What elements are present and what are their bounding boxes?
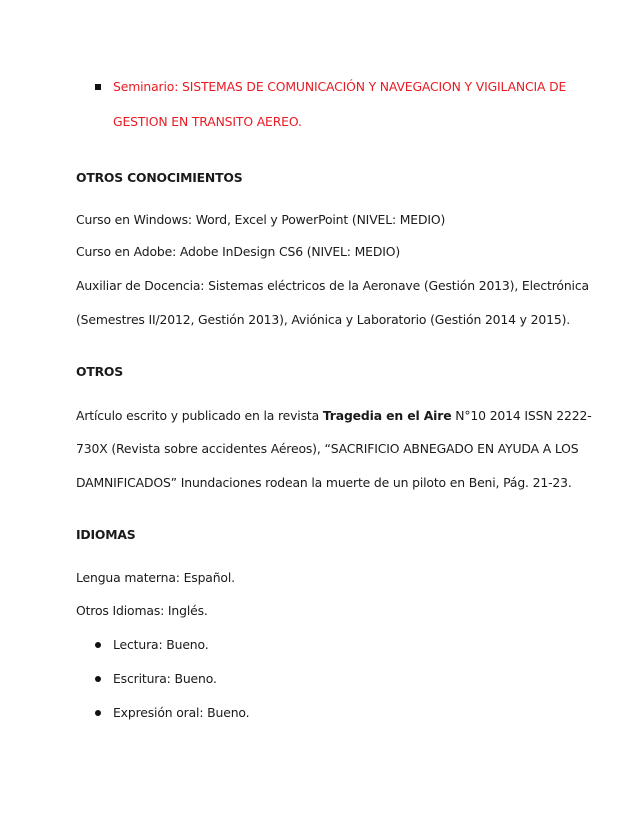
- square-bullet-icon: [95, 84, 101, 90]
- article-text-before: Artículo escrito y publicado en la revista: [76, 408, 323, 423]
- article-line-3: DAMNIFICADOS” Inundaciones rodean la muerte de un piloto en Beni, Pág. 21-23.: [76, 475, 572, 490]
- article-line-1: [76, 408, 592, 424]
- knowledge-line-teaching-2: (Semestres II/2012, Gestión 2013), Aviónica y Laboratorio (Gestión 2014 y 2015).: [76, 312, 571, 327]
- seminar-line-1: Seminario: SISTEMAS DE COMUNICACIÓN Y NAVEGACION Y VIGILANCIA DE: [113, 79, 567, 94]
- magazine-title: Tragedia en el Aire: [322, 408, 452, 423]
- knowledge-line-teaching-1: Auxiliar de Docencia: Sistemas eléctricos de la Aeronave (Gestión 2013), Electrónica: [76, 278, 589, 293]
- section-heading-otros-conocimientos: OTROS CONOCIMIENTOS: [76, 170, 243, 185]
- section-heading-idiomas: IDIOMAS: [76, 527, 136, 542]
- other-languages: Otros Idiomas: Inglés.: [76, 603, 208, 618]
- knowledge-line-adobe: Curso en Adobe: Adobe InDesign CS6 (NIVEL: MEDIO): [76, 244, 401, 259]
- seminar-line-2: GESTION EN TRANSITO AEREO.: [113, 114, 302, 129]
- skill-reading: Lectura: Bueno.: [113, 637, 209, 652]
- native-language: Lengua materna: Español.: [76, 570, 235, 585]
- article-text-after: N°10 2014 ISSN 2222-: [451, 408, 592, 423]
- section-heading-otros: OTROS: [76, 364, 123, 379]
- knowledge-line-windows: Curso en Windows: Word, Excel y PowerPoint (NIVEL: MEDIO): [76, 212, 446, 227]
- skill-writing: Escritura: Bueno.: [113, 671, 217, 686]
- round-bullet-icon: [95, 710, 101, 716]
- article-line-2: 730X (Revista sobre accidentes Aéreos), “SACRIFICIO ABNEGADO EN AYUDA A LOS: [76, 441, 579, 456]
- round-bullet-icon: [95, 642, 101, 648]
- round-bullet-icon: [95, 676, 101, 682]
- skill-speaking: Expresión oral: Bueno.: [113, 705, 250, 720]
